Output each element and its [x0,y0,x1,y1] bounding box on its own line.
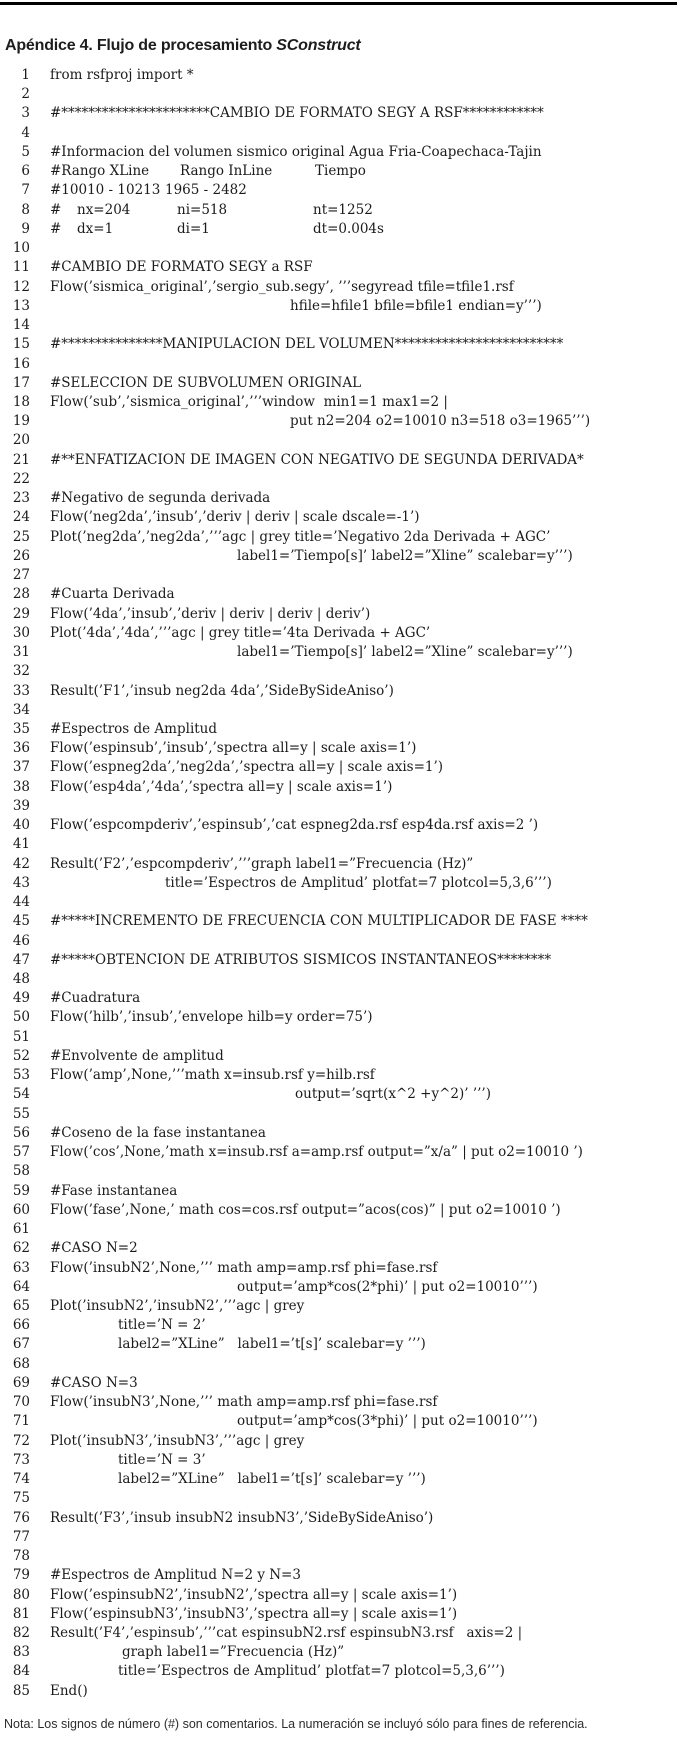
code-line [0,1066,677,1085]
code-line [0,797,677,816]
line-number: 76 [12,1509,30,1526]
code-text: #CASO N=3 [50,1374,138,1391]
code-text: # [50,220,62,237]
code-line [0,1393,677,1412]
code-line [0,912,677,931]
line-number: 69 [12,1374,30,1391]
line-number: 54 [12,1086,30,1103]
line-number: 29 [12,605,30,622]
code-text: Flow(’espneg2da’,’neg2da’,’spectra all=y | scale axis=1’) [50,759,444,776]
code-text: Flow(’sub’,’sismica_original’,’’’window min1=1 max1=2 | [50,393,448,410]
line-number: 12 [12,278,30,295]
line-number: 36 [12,740,30,757]
code-line [0,605,677,624]
line-number: 10 [12,240,30,257]
code-line [0,547,677,566]
code-line [0,181,677,200]
code-line [0,1412,677,1431]
line-number: 7 [21,182,30,199]
line-number: 16 [12,355,30,372]
code-text: Plot(’insubN3’,’insubN3’,’’’agc | grey [50,1432,305,1449]
line-number: 75 [12,1490,30,1507]
code-text: #Negativo de segunda derivada [50,490,271,507]
code-line [0,258,677,277]
code-text: 1965 - 2482 [165,182,247,199]
page-title-emphasis: SConstruct [276,36,361,54]
code-text: dt=0.004s [313,220,384,237]
code-text: #***************MANIPULACION DEL VOLUMEN************************* [50,336,564,353]
line-number: 50 [12,1009,30,1026]
code-line [0,835,677,854]
code-text: title=’N = 3’ [118,1451,206,1468]
code-text: Flow(’4da’,’insub’,’deriv | deriv | deriv | deriv’) [50,605,371,622]
line-number: 49 [12,990,30,1007]
code-line [0,1662,677,1681]
line-number: 53 [12,1067,30,1084]
line-number: 23 [12,490,30,507]
line-number: 1 [21,67,30,83]
line-number: 68 [12,1355,30,1372]
code-line [0,855,677,874]
top-rule [0,2,677,5]
line-number: 61 [12,1221,30,1238]
line-number: 81 [12,1605,30,1622]
line-number: 73 [12,1451,30,1468]
code-line [0,239,677,258]
code-text: Result(’F4’,’espinsub’,’’’cat espinsubN2.rsf espinsubN3.rsf axis=2 | [50,1624,523,1641]
line-number: 26 [12,547,30,564]
code-line [0,508,677,527]
code-line [0,528,677,547]
line-number: 70 [12,1394,30,1411]
code-line [0,1547,677,1566]
code-line [0,1182,677,1201]
code-text: output=’sqrt(x^2 +y^2)’ ’’’) [295,1086,491,1103]
code-text: nt=1252 [313,201,373,218]
code-line [0,85,677,104]
line-number: 60 [12,1201,30,1218]
code-text: Flow(’cos’,None,’math x=insub.rsf a=amp.rsf output=”x/a” | put o2=10010 ’) [50,1144,583,1161]
code-line [0,451,677,470]
code-text: title=’N = 2’ [118,1317,206,1334]
line-number: 64 [12,1278,30,1295]
line-number: 46 [12,932,30,949]
code-line [0,124,677,143]
line-number: 33 [12,682,30,699]
code-text: Flow(’insubN2’,None,’’’ math amp=amp.rsf phi=fase.rsf [50,1259,438,1276]
code-line [0,1008,677,1027]
code-line [0,1624,677,1643]
code-line [0,104,677,123]
code-line [0,1489,677,1508]
code-line [0,989,677,1008]
code-line [0,1509,677,1528]
code-text: #Espectros de Amplitud N=2 y N=3 [50,1567,301,1584]
code-line [0,951,677,970]
code-text: #Fase instantanea [50,1182,178,1199]
line-number: 67 [12,1336,30,1353]
code-line [0,1374,677,1393]
code-line [0,1297,677,1316]
line-number: 34 [12,701,30,718]
code-line [0,739,677,758]
code-text: output=’amp*cos(2*phi)’ | put o2=10010’’’) [237,1278,538,1295]
code-line [0,1143,677,1162]
code-line [0,1259,677,1278]
line-number: 32 [12,663,30,680]
code-text: Plot(’neg2da’,’neg2da’,’’’agc | grey title=’Negativo 2da Derivada + AGC’ [50,528,551,545]
code-line [0,1355,677,1374]
code-text: #**ENFATIZACION DE IMAGEN CON NEGATIVO DE SEGUNDA DERIVADA* [50,451,584,468]
code-line [0,355,677,374]
line-number: 9 [21,220,30,237]
line-number: 48 [12,971,30,988]
line-number: 65 [12,1298,30,1314]
code-line [0,816,677,835]
code-text: Plot(’insubN2’,’insubN2’,’’’agc | grey [50,1298,305,1314]
code-line [0,278,677,297]
code-line [0,220,677,239]
line-number: 18 [12,393,30,410]
code-text: Flow(’fase’,None,’ math cos=cos.rsf output=”acos(cos)” | put o2=10010 ’) [50,1201,561,1218]
line-number: 6 [21,163,30,180]
code-line [0,1316,677,1335]
line-number: 44 [12,894,30,911]
code-line [0,470,677,489]
code-text: #Rango XLine [50,163,150,180]
code-line [0,643,677,662]
code-line [0,393,677,412]
code-line [0,970,677,989]
code-text: Flow(’espcompderiv’,’espinsub’,’cat espneg2da.rsf esp4da.rsf axis=2 ’) [50,817,539,834]
code-line [0,758,677,777]
line-number: 59 [12,1182,30,1199]
code-line [0,1124,677,1143]
code-line [0,566,677,585]
line-number: 35 [12,720,30,737]
code-line [0,1162,677,1181]
code-text: Plot(’4da’,’4da’,’’’agc | grey title=’4ta Derivada + AGC’ [50,624,431,641]
code-line [0,162,677,181]
line-number: 52 [12,1047,30,1064]
code-text: #Coseno de la fase instantanea [50,1124,266,1141]
code-text: #Envolvente de amplitud [50,1047,224,1064]
line-number: 27 [12,567,30,584]
code-text: Result(’F3’,’insub insubN2 insubN3’,’SideBySideAniso’) [50,1509,434,1526]
code-text: label1=’Tiempo[s]’ label2=”Xline” scalebar=y’’’) [237,644,573,661]
code-text: label2=”XLine” label1=’t[s]’ scalebar=y ’’’) [118,1471,426,1488]
code-text: #*****INCREMENTO DE FRECUENCIA CON MULTIPLICADOR DE FASE **** [50,913,588,930]
line-number: 47 [12,951,30,968]
code-text: di=1 [177,220,210,237]
code-line [0,662,677,681]
code-text: Result(’F1’,’insub neg2da 4da’,’SideBySideAniso’) [50,682,394,699]
code-line [0,201,677,220]
line-number: 24 [12,509,30,526]
code-line [0,1085,677,1104]
code-line [0,431,677,450]
line-number: 85 [12,1682,30,1699]
code-text: Flow(’espinsub’,’insub’,’spectra all=y | scale axis=1’) [50,740,417,757]
code-text: Flow(’neg2da’,’insub’,’deriv | deriv | scale dscale=-1’) [50,509,420,526]
line-number: 71 [12,1413,30,1430]
line-number: 58 [12,1163,30,1180]
code-line [0,335,677,354]
page-title [5,37,361,55]
code-line [0,66,677,85]
line-number: 66 [12,1317,30,1334]
code-line [0,1586,677,1605]
code-line [0,932,677,951]
code-line [0,1239,677,1258]
code-line [0,1528,677,1547]
line-number: 41 [12,836,30,853]
code-text: Flow(’espinsubN3’,’insubN3’,’spectra all=y | scale axis=1’) [50,1605,458,1622]
line-number: 21 [12,451,30,468]
code-line [0,1682,677,1701]
code-text: Flow(’sismica_original’,’sergio_sub.segy’, ’’’segyread tfile=tfile1.rsf [50,278,514,295]
line-number: 40 [12,817,30,834]
code-text: Flow(’hilb’,’insub’,’envelope hilb=y order=75’) [50,1009,373,1026]
code-text: nx=204 [77,201,131,218]
line-number: 42 [12,855,30,872]
code-text: #CASO N=2 [50,1240,138,1257]
code-line [0,1278,677,1297]
line-number: 30 [12,624,30,641]
code-text: dx=1 [77,220,114,237]
code-line [0,1105,677,1124]
code-text: #Cuarta Derivada [50,586,175,603]
line-number: 3 [21,105,30,122]
code-text: End() [50,1682,88,1699]
page-title-text: Apéndice 4. Flujo de procesamiento [5,36,277,54]
code-line [0,874,677,893]
line-number: 56 [12,1124,30,1141]
line-number: 8 [21,201,30,218]
code-line [0,624,677,643]
code-line [0,1220,677,1239]
code-text: #Informacion del volumen sismico original Agua Fria-Coapechaca-Tajin [50,143,542,160]
line-number: 78 [12,1548,30,1565]
line-number: 77 [12,1528,30,1545]
code-line [0,1566,677,1585]
line-number: 39 [12,797,30,814]
line-number: 2 [21,86,30,103]
line-number: 11 [12,259,30,276]
code-text: Result(’F2’,’espcompderiv’,’’’graph label1=”Frecuencia (Hz)” [50,855,474,872]
line-number: 22 [12,470,30,487]
code-line [0,489,677,508]
code-text: Flow(’espinsubN2’,’insubN2’,’spectra all=y | scale axis=1’) [50,1586,458,1603]
code-line [0,1335,677,1354]
line-number: 57 [12,1144,30,1161]
code-text: graph label1=”Frecuencia (Hz)” [122,1644,345,1661]
code-text: Flow(’esp4da’,’4da’,’spectra all=y | scale axis=1’) [50,778,393,795]
code-line [0,1451,677,1470]
line-number: 80 [12,1586,30,1603]
code-line [0,1047,677,1066]
line-number: 79 [12,1567,30,1584]
code-text: #SELECCION DE SUBVOLUMEN ORIGINAL [50,374,362,391]
footnote: Nota: Los signos de número (#) son comentarios. La numeración se incluyó sólo para fines de referencia. [4,1717,588,1731]
code-line [0,1605,677,1624]
line-number: 63 [12,1259,30,1276]
code-line [0,701,677,720]
line-number: 55 [12,1105,30,1122]
code-text: hfile=hfile1 bfile=bfile1 endian=y’’’) [290,297,542,314]
code-text: #Cuadratura [50,990,141,1007]
code-line [0,374,677,393]
code-line [0,585,677,604]
line-number: 31 [12,644,30,661]
line-number: 51 [12,1028,30,1045]
code-text: label1=’Tiempo[s]’ label2=”Xline” scalebar=y’’’) [237,547,573,564]
code-text: #Espectros de Amplitud [50,720,218,737]
code-line [0,316,677,335]
line-number: 14 [12,317,30,334]
code-line [0,778,677,797]
line-number: 20 [12,432,30,449]
code-line [0,893,677,912]
line-number: 38 [12,778,30,795]
line-number: 17 [12,374,30,391]
code-text: ni=518 [177,201,228,218]
line-number: 84 [12,1663,30,1680]
code-text: put n2=204 o2=10010 n3=518 o3=1965’’’) [290,413,591,430]
code-text: # [50,201,62,218]
code-line [0,1432,677,1451]
code-text: from rsfproj import * [50,67,194,83]
line-number: 13 [12,297,30,314]
code-text: Tiempo [315,163,366,180]
line-number: 15 [12,336,30,353]
code-text: title=’Espectros de Amplitud’ plotfat=7 plotcol=5,3,6’’’) [165,874,552,891]
line-number: 19 [12,413,30,430]
code-line [0,720,677,739]
line-number: 72 [12,1432,30,1449]
line-number: 43 [12,874,30,891]
code-text: #10010 - 10213 [50,182,161,199]
code-line [0,1470,677,1489]
line-number: 45 [12,913,30,930]
code-line [0,1028,677,1047]
code-text: title=’Espectros de Amplitud’ plotfat=7 plotcol=5,3,6’’’) [118,1663,505,1680]
line-number: 62 [12,1240,30,1257]
code-text: #*****OBTENCION DE ATRIBUTOS SISMICOS INSTANTANEOS******** [50,951,552,968]
line-number: 37 [12,759,30,776]
code-line [0,1201,677,1220]
line-number: 83 [12,1644,30,1661]
code-text: Flow(’amp’,None,’’’math x=insub.rsf y=hilb.rsf [50,1067,375,1084]
code-line [0,412,677,431]
code-text: output=’amp*cos(3*phi)’ | put o2=10010’’’) [237,1413,538,1430]
code-line [0,682,677,701]
line-number: 74 [12,1471,30,1488]
code-line [0,297,677,316]
code-text: Flow(’insubN3’,None,’’’ math amp=amp.rsf phi=fase.rsf [50,1394,438,1411]
code-text: #**********************CAMBIO DE FORMATO SEGY A RSF************ [50,105,544,122]
line-number: 5 [21,143,30,160]
code-line [0,143,677,162]
code-text: label2=”XLine” label1=’t[s]’ scalebar=y ’’’) [118,1336,426,1353]
code-line [0,1643,677,1662]
line-number: 4 [21,124,30,141]
code-text: #CAMBIO DE FORMATO SEGY a RSF [50,259,313,276]
code-text: Rango InLine [180,163,273,180]
line-number: 82 [12,1624,30,1641]
code-listing [0,66,677,1701]
line-number: 25 [12,528,30,545]
line-number: 28 [12,586,30,603]
